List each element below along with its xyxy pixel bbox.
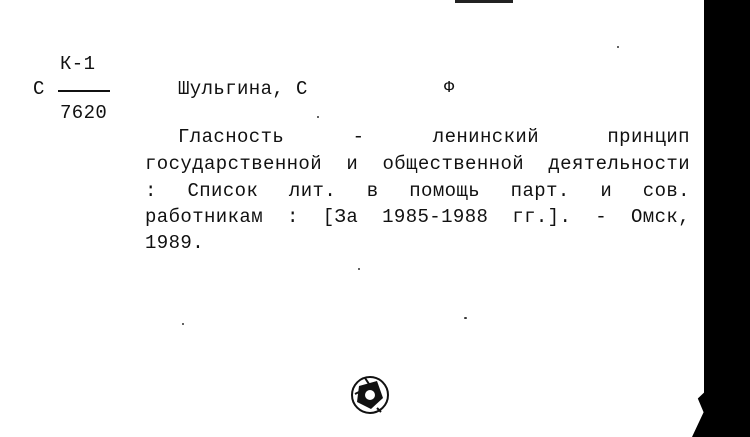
description-line-3: : Список лит. в помощь парт. и сов.	[145, 180, 690, 202]
shelfmark-letter: С	[33, 78, 45, 100]
description-line-2: государственной и общественной деятельности	[145, 153, 690, 175]
shelfmark-bottom: 7620	[60, 102, 108, 124]
scan-speck	[317, 116, 319, 118]
scan-edge-notch	[692, 382, 750, 437]
scan-edge-top	[455, 0, 513, 3]
scan-edge-right	[704, 0, 750, 437]
collection-mark: Ф	[444, 79, 455, 98]
scan-speck	[617, 46, 619, 48]
author-heading: Шульгина, С	[178, 78, 308, 100]
description-line-4: работникам : [За 1985-1988 гг.]. - Омск,	[145, 206, 690, 228]
shelfmark-top: К-1	[60, 53, 96, 75]
description-line-5: 1989.	[145, 232, 205, 254]
scan-speck	[358, 268, 360, 270]
library-stamp-icon	[347, 372, 393, 418]
description-line-1: Гласность - ленинский принцип	[178, 126, 690, 148]
scan-speck	[182, 323, 184, 325]
scan-speck	[464, 317, 467, 319]
shelfmark-divider	[58, 90, 110, 92]
